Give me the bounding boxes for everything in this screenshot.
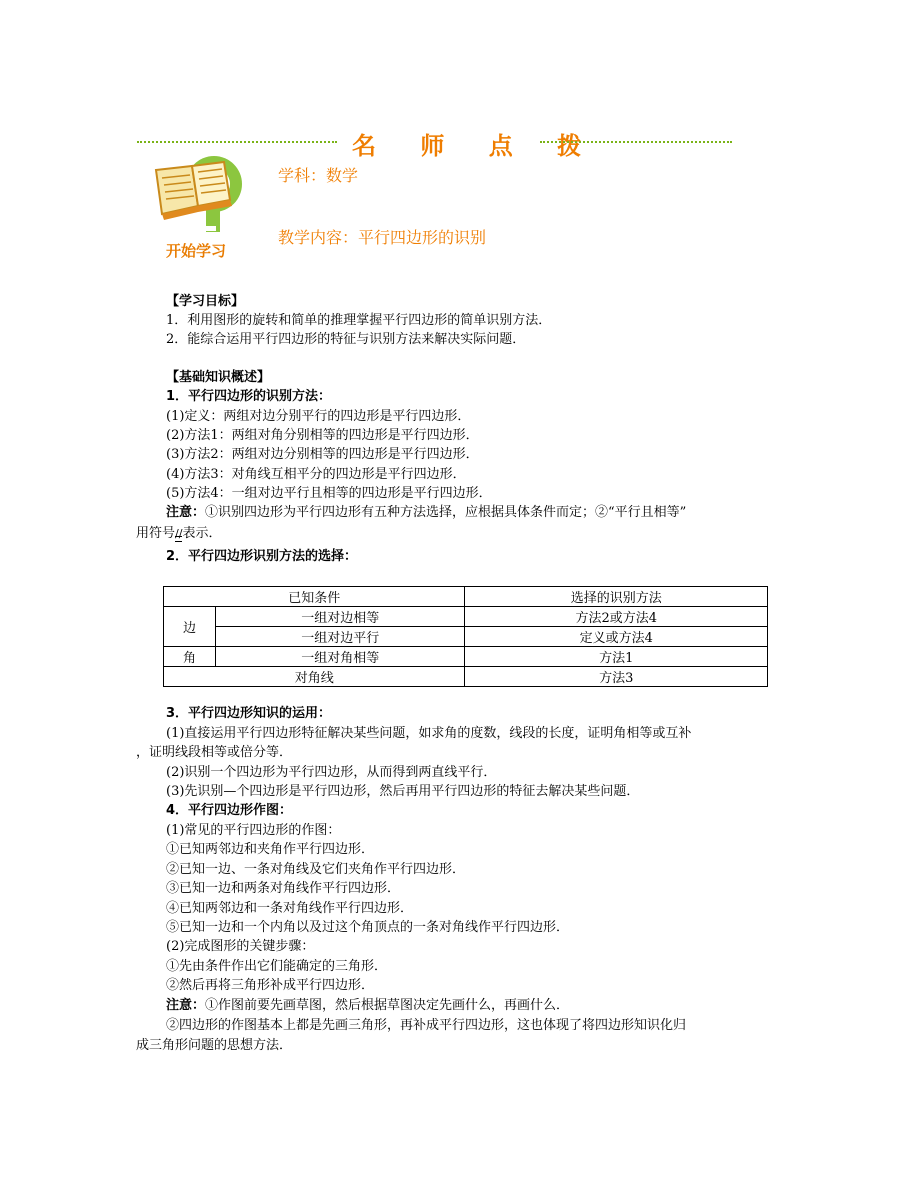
drawing-line: ①已知两邻边和夹角作平行四边形． xyxy=(166,842,375,857)
logo-caption: 开始学习 xyxy=(166,242,227,260)
table-row xyxy=(164,647,768,667)
note-text: ①作图前要先画草图，然后根据草图决定先画什么，再画什么． xyxy=(205,998,570,1013)
usage-line: (3)先识别—个四边形是平行四边形，然后再用平行四边形的特征去解决某些问题． xyxy=(166,784,640,799)
method-item: (1)定义：两组对边分别平行的四边形是平行四边形． xyxy=(166,409,471,424)
note-2 xyxy=(166,998,569,1014)
section-4-title: 4．平行四边形作图： xyxy=(166,803,293,818)
table-cell: 一组对角相等 xyxy=(215,647,465,667)
drawing-line: ②然后再将三角形补成平行四边形． xyxy=(166,978,375,993)
table-row xyxy=(164,627,768,647)
table-cell: 方法1 xyxy=(465,647,768,667)
section-1-title: 1．平行四边形的识别方法： xyxy=(166,389,332,404)
drawing-line: ③已知一边和两条对角线作平行四边形． xyxy=(166,881,401,896)
table-cell: 一组对边相等 xyxy=(215,607,465,627)
note-text: ①识别四边形为平行四边形有五种方法选择，应根据具体条件而定；②“平行且相等” xyxy=(205,505,687,520)
drawing-line: ①先由条件作出它们能确定的三角形． xyxy=(166,959,388,974)
drawing-line: (1)常见的平行四边形的作图： xyxy=(166,823,341,838)
usage-line: (1)直接运用平行四边形特征解决某些问题，如求角的度数，线段的长度，证明角相等或互补 xyxy=(166,726,692,741)
basics-heading: 【基础知识概述】 xyxy=(166,370,271,385)
table-row xyxy=(164,667,768,687)
note-2-line: 成三角形问题的思想方法． xyxy=(136,1038,293,1053)
table-header-row xyxy=(164,587,768,607)
section-2-title: 2．平行四边形识别方法的选择： xyxy=(166,549,358,564)
objective-item: 2．能综合运用平行四边形的特征与识别方法来解决实际问题． xyxy=(166,332,526,347)
method-item: (4)方法3：对角线互相平分的四边形是平行四边形． xyxy=(166,467,466,482)
table-cell: 对角线 xyxy=(164,667,465,687)
header-divider-left xyxy=(137,141,337,143)
note-text: 用符号 xyxy=(136,526,176,541)
table-group-cell: 边 xyxy=(164,607,216,647)
section-3-title: 3．平行四边形知识的运用： xyxy=(166,706,332,721)
subject-label: 学科：数学 xyxy=(278,166,359,185)
usage-line: (2)识别一个四边形为平行四边形，从而得到两直线平行． xyxy=(166,765,497,780)
table-cell: 方法3 xyxy=(465,667,768,687)
note-2-line: ②四边形的作图基本上都是先画三角形，再补成平行四边形，这也体现了将四边形知识化归 xyxy=(166,1018,687,1033)
note-1 xyxy=(166,505,686,521)
table-header-cell: 已知条件 xyxy=(164,587,465,607)
usage-line: ，证明线段相等或倍分等． xyxy=(136,745,293,760)
header-divider-right xyxy=(540,141,732,143)
note-label: 注意： xyxy=(166,998,206,1013)
method-item: (2)方法1：两组对角分别相等的四边形是平行四边形． xyxy=(166,428,479,443)
drawing-line: ②已知一边、一条对角线及它们夹角作平行四边形． xyxy=(166,862,466,877)
table-row xyxy=(164,607,768,627)
drawing-line: (2)完成图形的关键步骤： xyxy=(166,939,315,954)
method-selection-table xyxy=(163,586,768,687)
table-cell: 定义或方法4 xyxy=(465,627,768,647)
objectives-heading: 【学习目标】 xyxy=(166,294,245,309)
objective-item: 1．利用图形的旋转和简单的推理掌握平行四边形的简单识别方法． xyxy=(166,313,552,328)
note-text: 表示． xyxy=(182,526,222,541)
content-title: 教学内容：平行四边形的识别 xyxy=(278,228,487,247)
method-item: (3)方法2：两组对边分别相等的四边形是平行四边形． xyxy=(166,447,479,462)
table-header-cell: 选择的识别方法 xyxy=(465,587,768,607)
method-item: (5)方法4：一组对边平行且相等的四边形是平行四边形． xyxy=(166,486,492,501)
table-cell: 一组对边平行 xyxy=(215,627,465,647)
drawing-line: ⑤已知一边和一个内角以及过这个角顶点的一条对角线作平行四边形． xyxy=(166,920,570,935)
parallel-equal-symbol: // xyxy=(175,527,183,540)
drawing-line: ④已知两邻边和一条对角线作平行四边形． xyxy=(166,901,414,916)
table-cell: 方法2或方法4 xyxy=(465,607,768,627)
note-label: 注意： xyxy=(166,505,206,520)
page-title: 名 师 点 拨 xyxy=(352,131,600,160)
note-1-line-2 xyxy=(136,526,221,542)
table-group-cell: 角 xyxy=(164,647,216,667)
